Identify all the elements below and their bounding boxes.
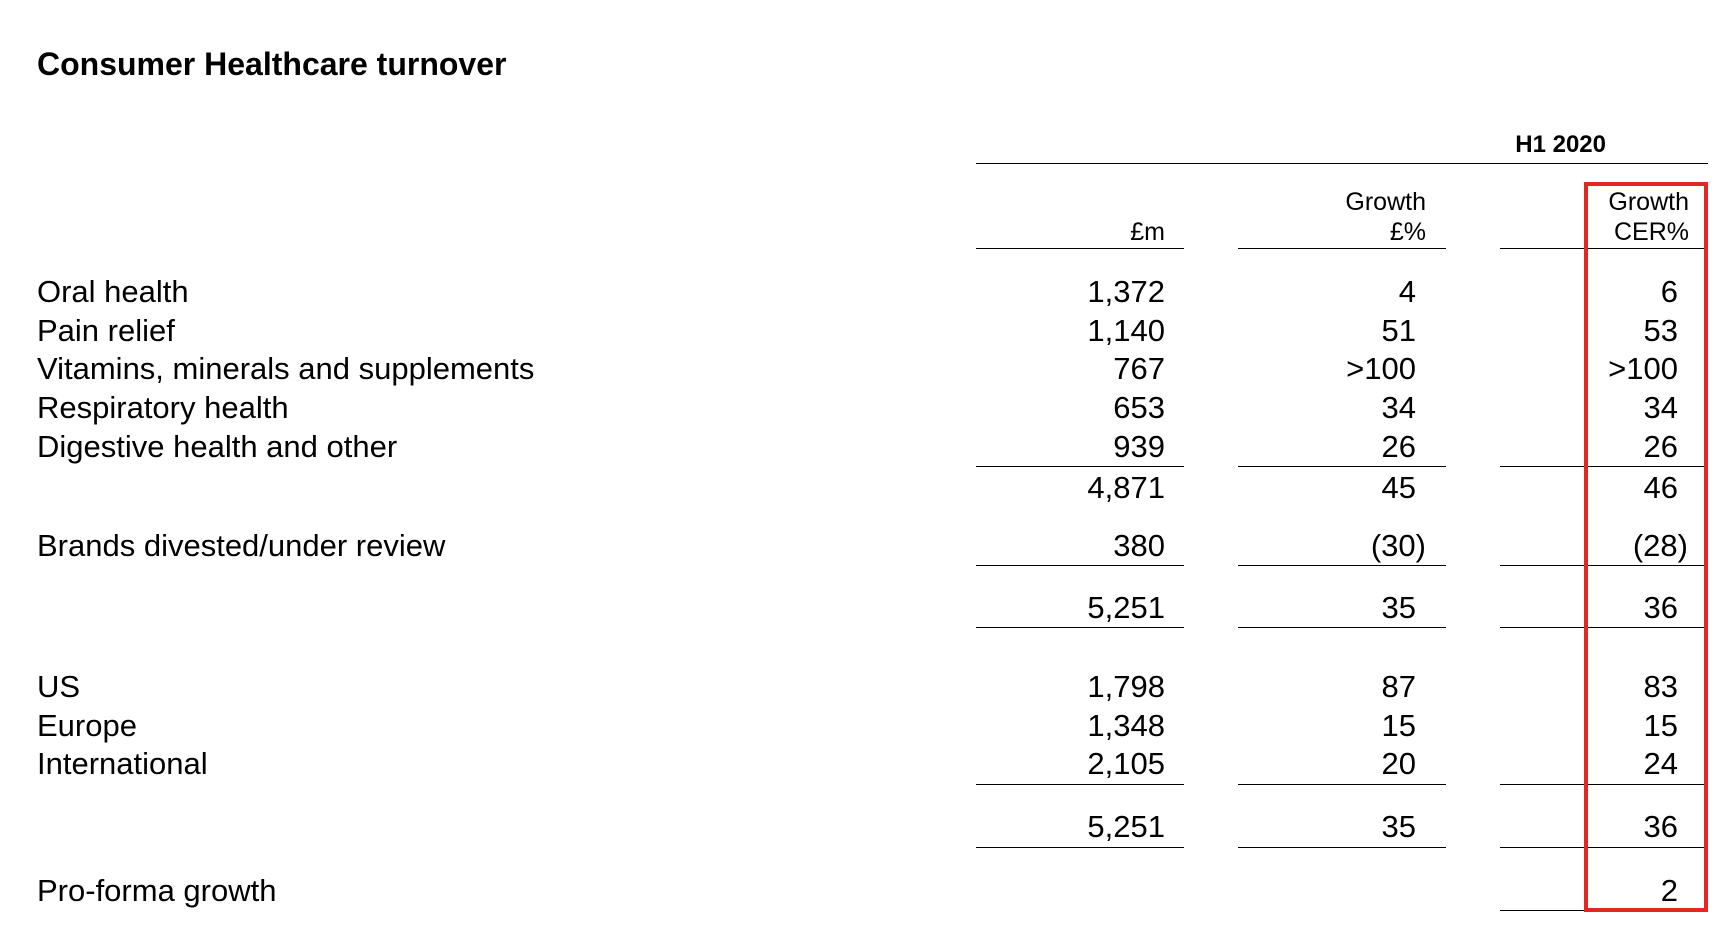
row-europe-growth-gbp: 15 <box>1381 708 1416 743</box>
total-by-category-growth-gbp: 35 <box>1381 590 1416 625</box>
row-digestive-gbp: 939 <box>1113 429 1165 464</box>
row-label-vitamins: Vitamins, minerals and supplements <box>37 351 535 386</box>
total-by-region-gbp: 5,251 <box>1087 809 1165 844</box>
col-header-gbp-line1 <box>1130 187 1165 217</box>
row-label-us: US <box>37 669 81 704</box>
total2-rule-c1 <box>976 847 1184 848</box>
period-header: H1 2020 <box>1515 131 1606 158</box>
total-by-region-growth-gbp: 35 <box>1381 809 1416 844</box>
row-digestive-growth-gbp: 26 <box>1381 429 1416 464</box>
row-brands-divested-growth-cer: (28) <box>1632 528 1688 563</box>
total2-rule-c3 <box>1500 847 1708 848</box>
col-header-growth-cer-line1: Growth <box>1608 188 1689 216</box>
row-international-growth-cer: 24 <box>1643 746 1678 781</box>
row-pain-relief-growth-cer: 53 <box>1643 313 1678 348</box>
row-label-digestive: Digestive health and other <box>37 429 398 464</box>
row-label-europe: Europe <box>37 708 137 743</box>
regions-rule-c1 <box>976 784 1184 785</box>
total2-rule-c2 <box>1238 847 1446 848</box>
regions-rule-c2 <box>1238 784 1446 785</box>
row-label-pain-relief: Pain relief <box>37 313 175 348</box>
row-label-respiratory: Respiratory health <box>37 390 289 425</box>
row-vitamins-growth-cer: >100 <box>1608 351 1678 386</box>
row-us-growth-cer: 83 <box>1643 669 1678 704</box>
period-rule <box>976 163 1708 164</box>
row-respiratory-growth-cer: 34 <box>1643 390 1678 425</box>
brands-rule-c3 <box>1500 565 1708 566</box>
row-brands-divested-growth-gbp: (30) <box>1370 528 1426 563</box>
brands-rule-c2 <box>1238 565 1446 566</box>
col-header-rule-c2 <box>1238 248 1446 249</box>
table-title: Consumer Healthcare turnover <box>37 46 507 82</box>
row-international-gbp: 2,105 <box>1087 746 1165 781</box>
brands-rule-c1 <box>976 565 1184 566</box>
subtotal-categories-growth-cer: 46 <box>1643 470 1678 505</box>
row-us-gbp: 1,798 <box>1087 669 1165 704</box>
row-digestive-growth-cer: 26 <box>1643 429 1678 464</box>
subtotal-rule-c1 <box>976 466 1184 467</box>
row-vitamins-gbp: 767 <box>1113 351 1165 386</box>
row-pain-relief-growth-gbp: 51 <box>1381 313 1416 348</box>
row-europe-growth-cer: 15 <box>1643 708 1678 743</box>
col-header-growth-gbp-line1: Growth <box>1345 188 1426 216</box>
total1-rule-c3 <box>1500 627 1708 628</box>
row-brands-divested-gbp: 380 <box>1113 528 1165 563</box>
col-header-gbp <box>1130 187 1165 247</box>
col-header-growth-cer <box>1608 187 1689 247</box>
row-us-growth-gbp: 87 <box>1381 669 1416 704</box>
row-oral-health-gbp: 1,372 <box>1087 274 1165 309</box>
row-label-oral-health: Oral health <box>37 274 189 309</box>
col-header-growth-gbp <box>1345 187 1426 247</box>
row-respiratory-growth-gbp: 34 <box>1381 390 1416 425</box>
total-by-region-growth-cer: 36 <box>1643 809 1678 844</box>
col-header-rule-c3 <box>1500 248 1708 249</box>
row-label-pro-forma-growth: Pro-forma growth <box>37 873 277 908</box>
subtotal-categories-gbp: 4,871 <box>1087 470 1165 505</box>
pro-forma-rule-c3 <box>1500 910 1708 911</box>
row-europe-gbp: 1,348 <box>1087 708 1165 743</box>
total1-rule-c2 <box>1238 627 1446 628</box>
row-vitamins-growth-gbp: >100 <box>1346 351 1416 386</box>
regions-rule-c3 <box>1500 784 1708 785</box>
row-pain-relief-gbp: 1,140 <box>1087 313 1165 348</box>
subtotal-rule-c3 <box>1500 466 1708 467</box>
row-respiratory-gbp: 653 <box>1113 390 1165 425</box>
col-header-gbp-line2: £m <box>1130 218 1165 246</box>
row-pro-forma-growth-cer: 2 <box>1660 873 1678 908</box>
subtotal-rule-c2 <box>1238 466 1446 467</box>
total-by-category-growth-cer: 36 <box>1643 590 1678 625</box>
row-oral-health-growth-gbp: 4 <box>1398 274 1416 309</box>
col-header-growth-gbp-line2: £% <box>1389 218 1426 246</box>
row-oral-health-growth-cer: 6 <box>1660 274 1678 309</box>
col-header-growth-cer-line2: CER% <box>1613 218 1689 246</box>
row-international-growth-gbp: 20 <box>1381 746 1416 781</box>
total1-rule-c1 <box>976 627 1184 628</box>
total-by-category-gbp: 5,251 <box>1087 590 1165 625</box>
col-header-rule-c1 <box>976 248 1184 249</box>
row-label-international: International <box>37 746 208 781</box>
subtotal-categories-growth-gbp: 45 <box>1381 470 1416 505</box>
row-label-brands-divested: Brands divested/under review <box>37 528 446 563</box>
